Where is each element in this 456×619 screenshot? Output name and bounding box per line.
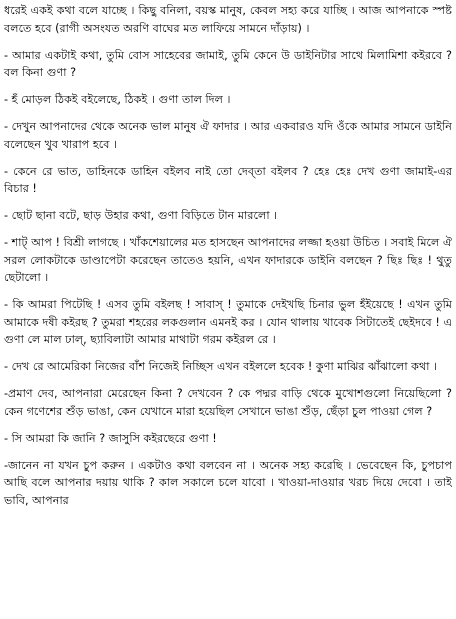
document-page [4, 2, 452, 509]
paragraph-12: -জানেন না যখন চুপ করুন । একটাও কথা বলবেন না । অনেক সহ্য করেছি । ভেবেছেন কি, চুপচাপ আছি বলে আপনার দয়ায় থাকি ? কাল সকালে চলে যাবো । খাওয়া-দাওয়ার খরচ দিয়ে দেবো । তাই ভাবি, আপনার [4, 458, 452, 507]
paragraph-11: - সি আমরা কি জানি ? জাসুসি কইরছেরে গুণা ! [4, 431, 217, 445]
paragraph-7: - শাট্‌ আপ ! বিশ্রী লাগছে । খাঁকশেয়ালের মত হাসছেন আপনাদের লজ্জা হওয়া উচিত । সবাই মিলে ঐ সরল লোকটাকে ডাণ্ডাপেটা করেছেন তাতেও হয়নি, এখন ফাদারকে ডাইনি বলছেন ? ছিঃ ছিঃ ! থুতু ছেটালো । [4, 236, 452, 284]
paragraph-5: - কেনে রে ভাত, ডাহিনকে ডাহিন বইলব নাই তো দেব্‌তা বইলব ? হেঃ হেঃ দেখ গুণা জামাই-এর বিচার ! [4, 164, 452, 195]
paragraph-10: -প্রমাণ দেব, আপনারা মেরেছেন কিনা ? দেখবেন ? কে পদ্মর বাড়ি থেকে মুখোশগুলো নিয়েছিলো ? কেন গণেশের শুঁড় ভাঙা, কেন যেখানে মারা হয়েছিল সেখানে ভাঙা শুঁড়, ছেঁড়া চুল পাওয়া গেল ? [4, 387, 452, 418]
paragraph-6: - ছোট ছানা বটে, ছাড় উহার কথা, গুণা বিড়িতে টান মারলো । [4, 209, 278, 222]
paragraph-2: - আমার একটাই কথা, তুমি বোস সাহেবের জামাই, তুমি কেনে উ ডাইনিটার সাথে মিলামিশা কইরবে ? বল কিনা গুণা ? [4, 48, 452, 79]
paragraph-3: - হঁ মোড়ল ঠিকই বইলেছে, ঠিকই । গুণা তাল দিল । [4, 93, 231, 106]
paragraph-8: - কি আমরা পিটেছি ! এসব তুমি বইলছ ! সাবাস্‌ ! তুমাকে দেইখছি চিনার ভুল হঁইয়েছে ! এখন তুমি আমাকে দষী কইরছ ? তুমরা শহরের লকগুলান এমনই কর । যোন থালায় খাবেক সিটাতেই ছেইদবে ! এ গুণা লে মাল ঢাল্‌, ছ্যাবিলাটা আমার মাথাটা গরম কইরল রে । [4, 298, 452, 346]
paragraph-1: ধরেই একই কথা বলে যাচ্ছে । কিছু বনিলা, বয়স্ক মানুষ, কেবল সহ্য করে যাচ্ছি । আজ আপনাকে স্পষ্ট বলতে হবে (রাগী অসংযত অরণি বাঘের মত লাফিয়ে সামনে দাঁড়ায়) । [4, 4, 452, 35]
paragraph-9: - দেখ রে আমেরিকা নিজের বাঁশ নিজেই নিচ্ছিস এখন বইললে হবেক ! কুণা মাঝির ঝাঁঝালো কথা । [4, 360, 438, 373]
paragraph-4: - দেখুন আপনাদের থেকে অনেক ভাল মানুষ ঐ ফাদার । আর একবারও যদি ওঁকে আমার সামনে ডাইনি বলেছেন খুব খারাপ হবে । [4, 120, 452, 151]
